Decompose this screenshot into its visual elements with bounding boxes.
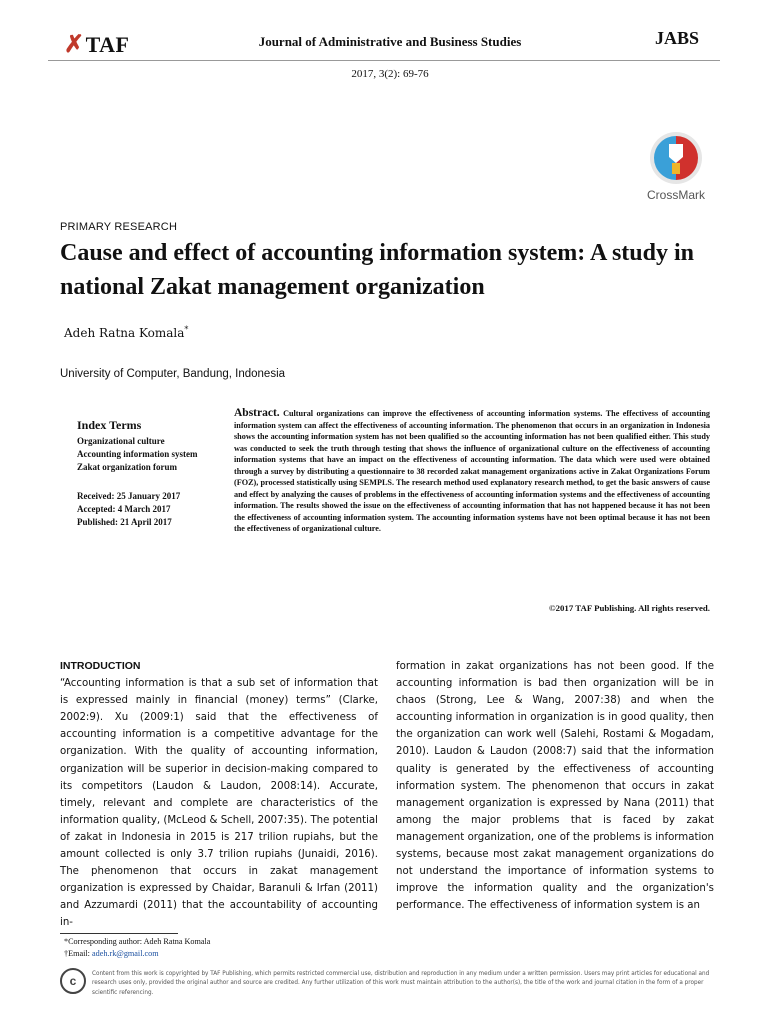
abstract xyxy=(234,408,710,535)
body-column-right xyxy=(396,658,714,914)
crossmark-icon xyxy=(648,130,704,186)
journal-title: Journal of Administrative and Business Studies xyxy=(258,34,522,49)
footnote-divider xyxy=(60,933,178,934)
header-divider xyxy=(48,60,720,61)
abstract-label: Abstract. xyxy=(234,407,280,419)
body-paragraph: “Accounting information is that a sub set of information that is expressed mainly in financial (money) terms” (Clarke, 2002:9). Xu (2009:1) said that the effectiveness of accounting information is a competitive advantage for the organization. With the quality of accounting information, organization will be superior in decision-making compared to its competitors (Laudon & Laudon, 2008:14). Accurate, timely, relevant and complete are characteristics of the information quality, (McLeod & Schell, 2007:35). The potential of zakat in Indonesia in 2015 is 217 trilion rupiahs, but the amount collected is only 3.7 trilion rupiahs (Junaidi, 2016). The phenomenon that occurs in zakat management organization is expressed by Chaidar, Baranuli & Irfan (2011) and Azzumardi (2011) that the accountability of accounting in- xyxy=(60,678,378,929)
publication-dates xyxy=(77,490,180,529)
email-label: †Email: xyxy=(64,948,90,958)
taf-star-icon: ✗ xyxy=(64,32,85,58)
author-affiliation: University of Computer, Bandung, Indonesia xyxy=(60,368,286,380)
author-name[interactable]: Adeh Ratna Komala xyxy=(64,326,185,340)
footnotes xyxy=(64,936,210,959)
body-column-left xyxy=(60,658,378,932)
abstract-text: Cultural organizations can improve the effectiveness of accounting information systems. The effectivess of accounting information system can affect the effectiveness of accounting information. The phenomenon that occurs in an organization in Indonesia shows the accounting information system has not been qualified so the accounting information has not been qualified either. This study was conducted to seek the truth through testing that shows the influence of organizational culture on the effectiveness of accounting information systems that have an impact on the effectiveness of accounting information. The data which were used were obtained through a survey by distributing a questionnaire to 38 recorded zakat management organizations active in Zakat Organizations Forum (FOZ), processed statistically using SEMPLS. The research method used explanatory research method, to get the basic answers of cause and effect by analyzing the causes of problems in the effectiveness of accounting information systems and the effectiveness of accounting information. The results showed the issue on the effectiveness of accounting information that has not happened because it has not been the effectiveness of accounting information system. The accounting information systems have not been optimal because it has not been the effectiveness of organizational culture. xyxy=(234,409,710,533)
published-date: Published: 21 April 2017 xyxy=(77,517,172,527)
accepted-date: Accepted: 4 March 2017 xyxy=(77,504,171,514)
email-link[interactable]: adeh.rk@gmail.com xyxy=(91,948,159,958)
index-term: Accounting information system xyxy=(77,449,198,459)
index-terms-list xyxy=(77,435,198,474)
email-note xyxy=(64,948,210,960)
corresponding-marker: * xyxy=(184,325,189,334)
corresponding-author-note: *Corresponding author: Adeh Ratna Komala xyxy=(64,937,211,946)
article-title: Cause and effect of accounting information system: A study in national Zakat management organization xyxy=(60,240,694,300)
received-date: Received: 25 January 2017 xyxy=(77,491,181,501)
index-term: Organizational culture xyxy=(77,436,165,446)
index-term: Zakat organization forum xyxy=(77,462,177,472)
article-type: PRIMARY RESEARCH xyxy=(60,221,178,233)
section-heading: INTRODUCTION xyxy=(60,660,141,672)
publisher-logo: ✗TAF xyxy=(64,32,130,58)
body-paragraph: formation in zakat organizations has not been good. If the accounting information is bad then organization will be in chaos (Strong, Lee & Wang, 2007:38) and when the accounting information in organization is in good quality, then the organization can work well (Salehi, Rostami & Mogadam, 2010). Laudon & Laudon (2008:7) said that the information quality is generated by the effectiveness of accounting information system. The phenomenon that occurs in zakat management organization is expressed by Nana (2011) that among the major problems that is faced by zakat management organization, one of the problems is information systems, because most zakat management organizations do not understand the importance of information systems to improve the information quality and the organization's performance. The effectiveness of information system is an xyxy=(396,661,714,912)
crossmark-badge[interactable] xyxy=(636,130,716,202)
journal-abbreviation: JABS xyxy=(655,28,700,48)
index-terms-heading: Index Terms xyxy=(77,418,142,432)
journal-issue: 2017, 3(2): 69-76 xyxy=(351,68,429,80)
license-text: Content from this work is copyrighted by TAF Publishing, which permits restricted commercial use, distribution and reproduction in any medium under a written permission. Users may print articles for educational and research uses only, provided the original author and source are credited. Any further utilization of this work must maintain attribution to the author(s), the title of the work and journal citation in the form of a proper scientific referencing. xyxy=(92,971,710,996)
copyright-notice: ©2017 TAF Publishing. All rights reserved. xyxy=(549,603,710,613)
crossmark-label: CrossMark xyxy=(646,188,705,202)
cc-icon: c xyxy=(60,968,86,994)
author-line xyxy=(64,325,188,340)
